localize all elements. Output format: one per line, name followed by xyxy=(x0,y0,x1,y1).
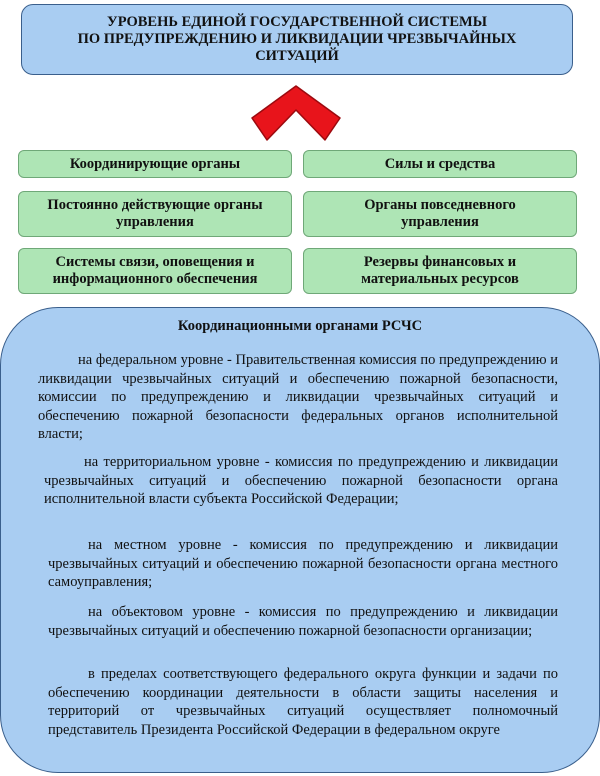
coordinating-bodies-box: Координирующие органы xyxy=(18,150,292,178)
federal-level-paragraph: на федеральном уровне - Правительственная комиссия по предупреждению и ликвидации чрезвычайных ситуаций и обеспечению пожарной безопасности, комиссии по предупреждению и ликвидации чрезвычайных ситуаций и обеспечению пожарной безопасности федеральных органов исполнительной власти; xyxy=(38,352,558,442)
double-arrow-up-down-icon xyxy=(250,84,342,144)
daily-management-bodies-box: Органы повседневного управления xyxy=(303,191,577,237)
federal-district-paragraph: в пределах соответствующего федерального округа функции и задачи по обеспечению координации деятельности в области защиты населения и территорий от чрезвычайных ситуаций осуществляет полномочный представитель Президента Российской Федерации в федеральном округе xyxy=(48,666,558,738)
system-level-title-box: УРОВЕНЬ ЕДИНОЙ ГОСУДАРСТВЕННОЙ СИСТЕМЫ ПО ПРЕДУПРЕЖДЕНИЮ И ЛИКВИДАЦИИ ЧРЕЗВЫЧАЙНЫХ СИТУАЦИЙ xyxy=(21,4,573,75)
financial-reserves-box: Резервы финансовых и материальных ресурсов xyxy=(303,248,577,294)
forces-and-means-box: Силы и средства xyxy=(303,150,577,178)
object-level-paragraph: на объектовом уровне - комиссия по предупреждению и ликвидации чрезвычайных ситуаций и обеспечению пожарной безопасности организации; xyxy=(48,604,558,639)
local-level-paragraph: на местном уровне - комиссия по предупреждению и ликвидации чрезвычайных ситуаций и обеспечению пожарной безопасности органа местного самоуправления; xyxy=(48,537,558,590)
arrow-shape xyxy=(252,86,340,140)
territorial-level-paragraph: на территориальном уровне - комиссия по предупреждению и ликвидации чрезвычайных ситуаций и обеспечению пожарной безопасности органа исполнительной власти субъекта Российской Федерации; xyxy=(44,454,558,507)
permanent-management-bodies-box: Постоянно действующие органы управления xyxy=(18,191,292,237)
communication-systems-box: Системы связи, оповещения и информационного обеспечения xyxy=(18,248,292,294)
coordination-bodies-title: Координационными органами РСЧС xyxy=(177,318,423,334)
